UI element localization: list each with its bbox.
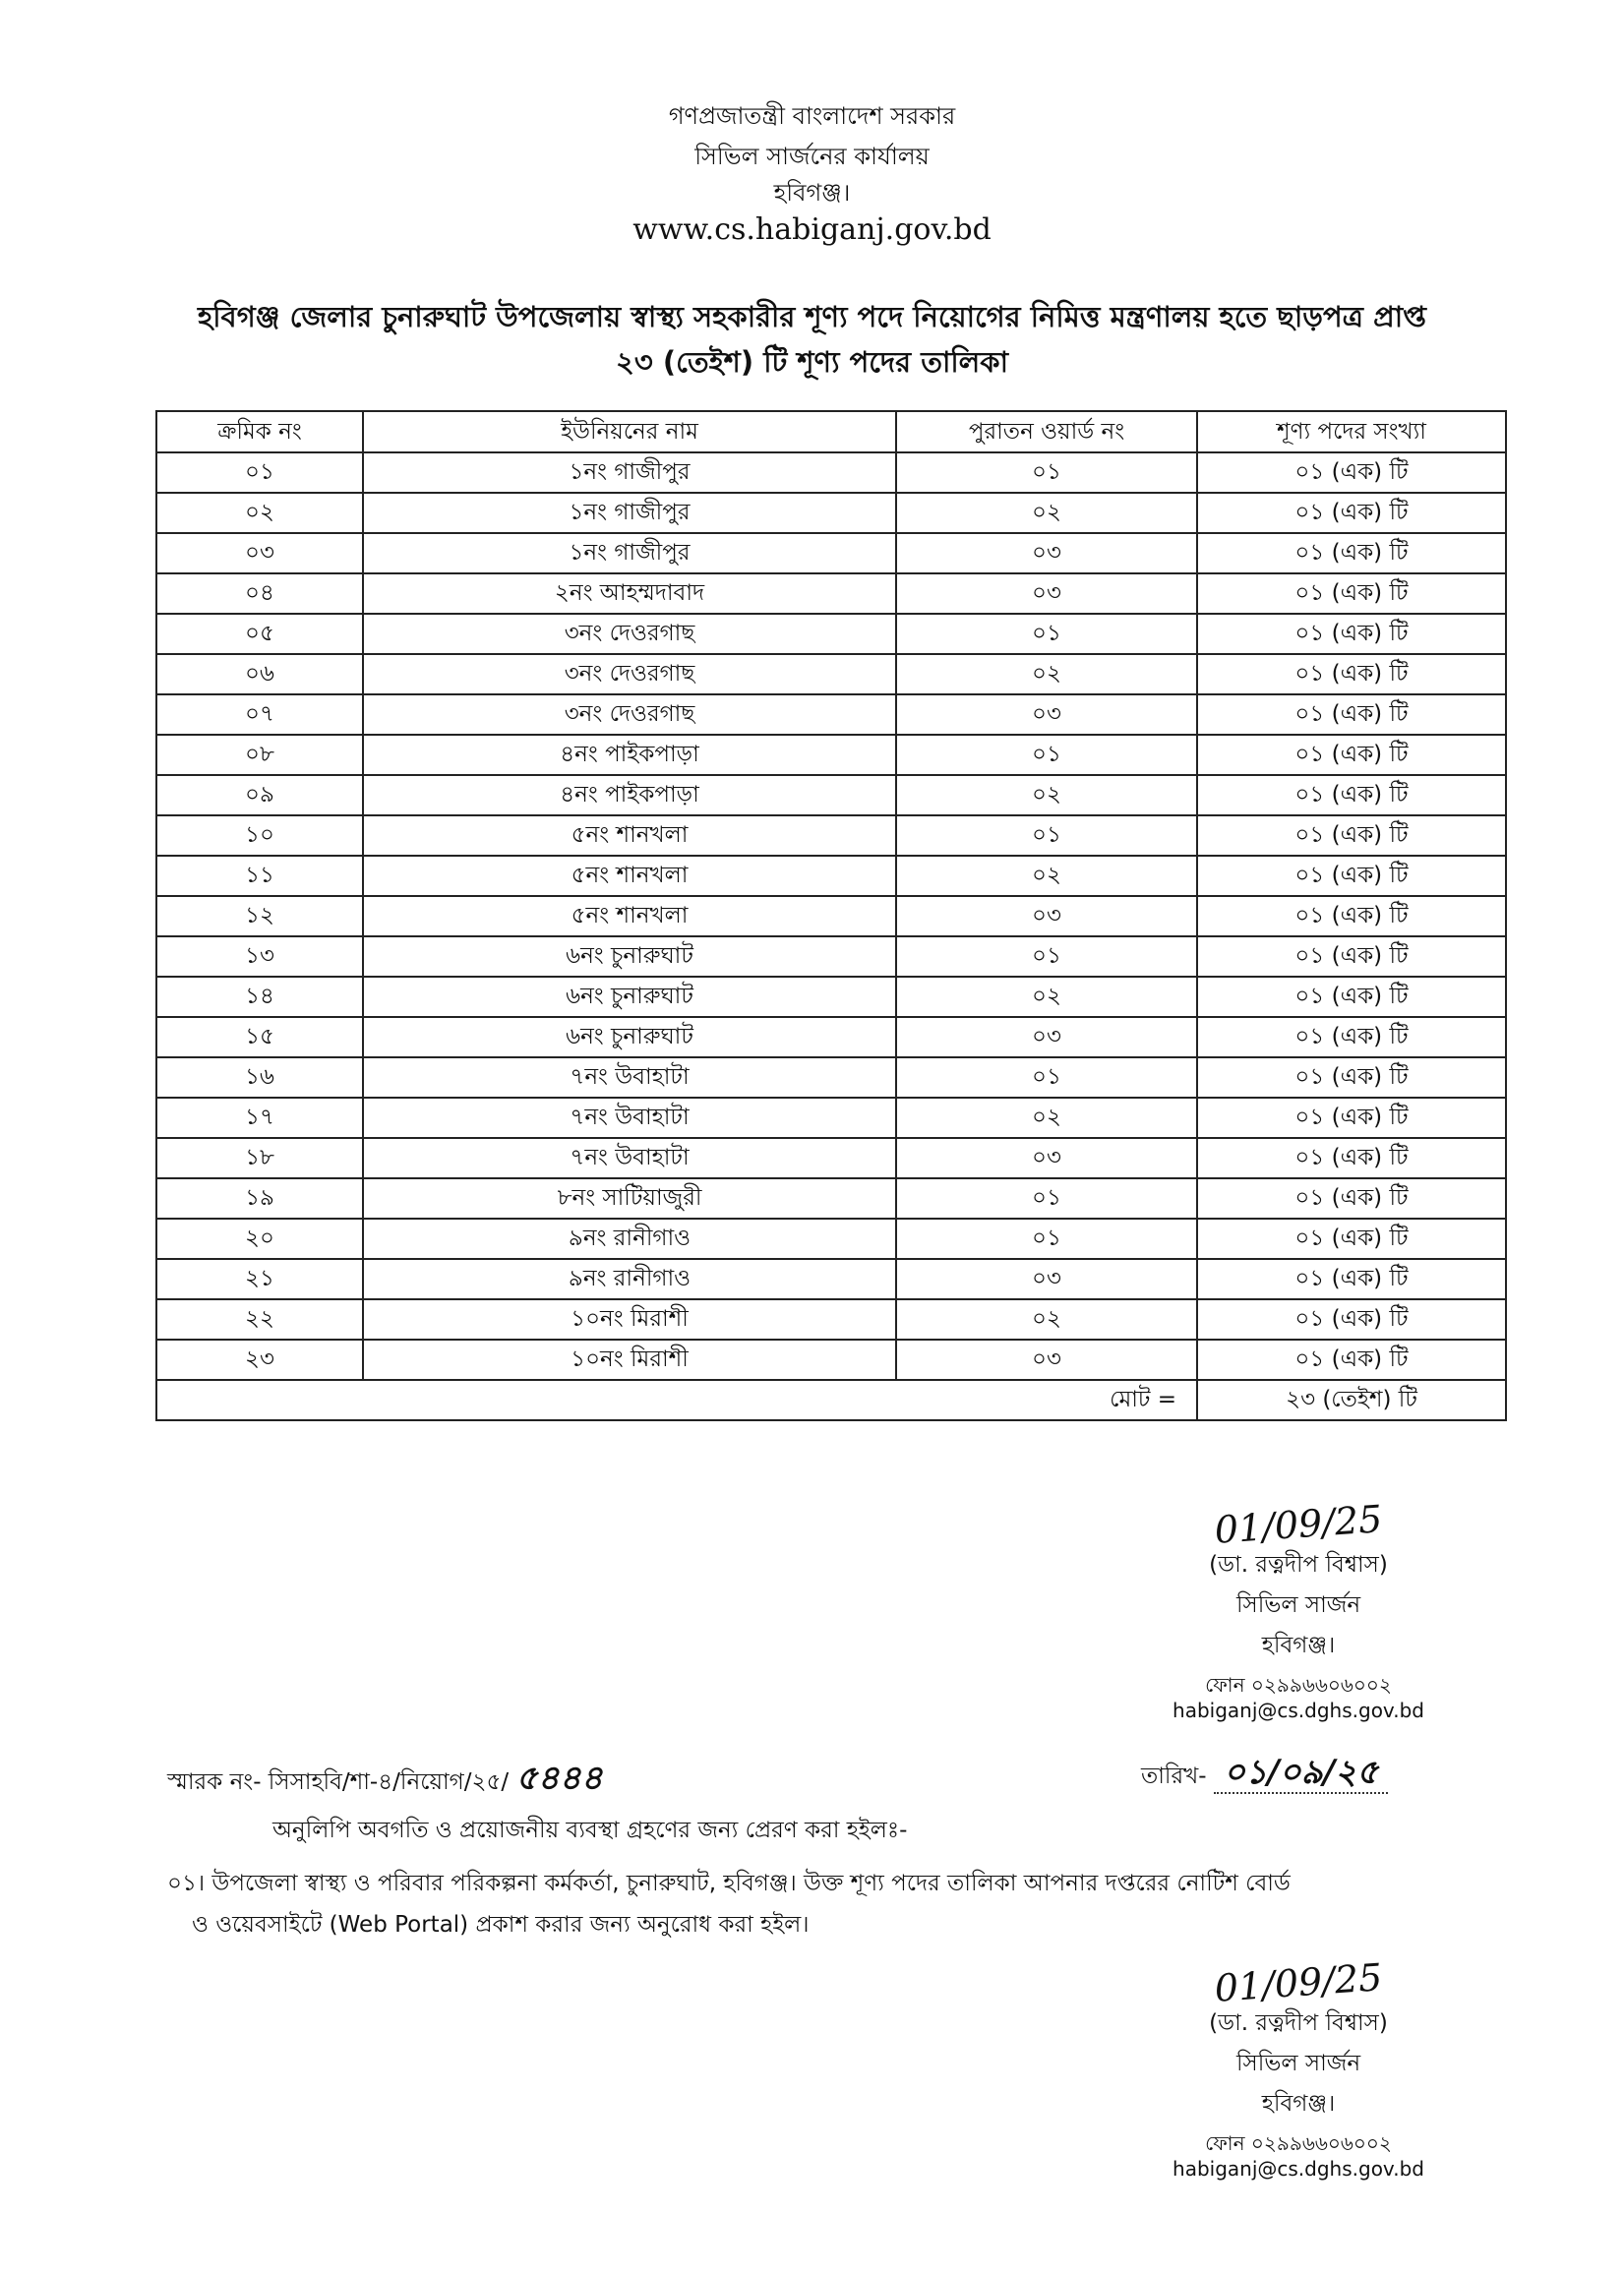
cell-union: ৪নং পাইকপাড়া: [363, 735, 896, 775]
table-row: [156, 856, 1506, 896]
cell-union: ৩নং দেওরগাছ: [363, 694, 896, 735]
signer-designation: সিভিল সার্জন: [1235, 1592, 1361, 1618]
cell-serial: ১০: [156, 815, 363, 856]
signature-block-1: [1121, 1497, 1475, 1723]
cell-serial: ২২: [156, 1299, 363, 1340]
cell-ward: ০৩: [896, 1138, 1197, 1178]
cell-vacancies: ০১ (এক) টি: [1197, 1299, 1506, 1340]
document-title-line2: ২৩ (তেইশ) টি শূণ্য পদের তালিকা: [616, 345, 1008, 379]
cell-serial: ১৭: [156, 1098, 363, 1138]
cell-vacancies: ০১ (এক) টি: [1197, 735, 1506, 775]
cell-serial: ১৯: [156, 1178, 363, 1219]
cell-vacancies: ০১ (এক) টি: [1197, 573, 1506, 614]
table-row: [156, 1259, 1506, 1299]
cell-union: ৫নং শানখলা: [363, 896, 896, 936]
cell-vacancies: ০১ (এক) টি: [1197, 815, 1506, 856]
signer-place: হবিগঞ্জ।: [1261, 2091, 1336, 2117]
cell-union: ৮নং সাটিয়াজুরী: [363, 1178, 896, 1219]
cell-ward: ০২: [896, 654, 1197, 694]
table-row: [156, 493, 1506, 533]
cell-serial: ১২: [156, 896, 363, 936]
cell-serial: ০৪: [156, 573, 363, 614]
signature-block-2: [1121, 1955, 1475, 2182]
cell-union: ৫নং শানখলা: [363, 815, 896, 856]
cell-vacancies: ০১ (এক) টি: [1197, 977, 1506, 1017]
total-value: ২৩ (তেইশ) টি: [1197, 1380, 1506, 1420]
signature-handwriting: 01/09/25: [1213, 1955, 1384, 2010]
cell-ward: ০১: [896, 1178, 1197, 1219]
memo-ref-label: স্মারক নং- সিসাহবি/শা-৪/নিয়োগ/২৫/: [167, 1769, 510, 1795]
cell-union: ১নং গাজীপুর: [363, 533, 896, 573]
cell-union: ৪নং পাইকপাড়া: [363, 775, 896, 815]
cell-vacancies: ০১ (এক) টি: [1197, 493, 1506, 533]
signer-phone: ফোন ০২৯৯৬৬০৬০০২: [1205, 2131, 1392, 2155]
cell-vacancies: ০১ (এক) টি: [1197, 1138, 1506, 1178]
table-row: [156, 1219, 1506, 1259]
cell-vacancies: ০১ (এক) টি: [1197, 1178, 1506, 1219]
cell-serial: ১৮: [156, 1138, 363, 1178]
cell-vacancies: ০১ (এক) টি: [1197, 1017, 1506, 1057]
cell-union: ২নং আহম্মদাবাদ: [363, 573, 896, 614]
cell-serial: ২৩: [156, 1340, 363, 1380]
cell-ward: ০১: [896, 452, 1197, 493]
table-row: [156, 1340, 1506, 1380]
table-row: [156, 533, 1506, 573]
table-row: [156, 936, 1506, 977]
cell-ward: ০২: [896, 493, 1197, 533]
cell-serial: ১৬: [156, 1057, 363, 1098]
copy-item-1-line2: ও ওয়েবসাইটে (Web Portal) প্রকাশ করার জন্য অনুরোধ করা হইল।: [192, 1912, 810, 1938]
vacancy-table: [155, 410, 1507, 1421]
total-label: মোট =: [156, 1380, 1197, 1420]
cell-ward: ০৩: [896, 694, 1197, 735]
table-row: [156, 735, 1506, 775]
cell-union: ৬নং চুনারুঘাট: [363, 977, 896, 1017]
date-label: তারিখ-: [1141, 1764, 1207, 1789]
cell-union: ৯নং রানীগাও: [363, 1219, 896, 1259]
table-header-row: [156, 411, 1506, 452]
table-row: [156, 614, 1506, 654]
cell-ward: ০২: [896, 775, 1197, 815]
signer-name: (ডা. রত্নদীপ বিশ্বাস): [1209, 2010, 1388, 2036]
col-ward: পুরাতন ওয়ার্ড নং: [896, 411, 1197, 452]
cell-vacancies: ০১ (এক) টি: [1197, 1057, 1506, 1098]
cell-vacancies: ০১ (এক) টি: [1197, 452, 1506, 493]
cell-vacancies: ০১ (এক) টি: [1197, 533, 1506, 573]
cell-ward: ০২: [896, 1098, 1197, 1138]
cell-union: ৩নং দেওরগাছ: [363, 654, 896, 694]
cell-serial: ০৫: [156, 614, 363, 654]
cell-serial: ১৪: [156, 977, 363, 1017]
table-row: [156, 1138, 1506, 1178]
cell-vacancies: ০১ (এক) টি: [1197, 1219, 1506, 1259]
memo-ref-number: ৫৪৪৪: [515, 1759, 603, 1798]
cell-union: ৭নং উবাহাটা: [363, 1057, 896, 1098]
cell-vacancies: ০১ (এক) টি: [1197, 1259, 1506, 1299]
cell-serial: ১৫: [156, 1017, 363, 1057]
signer-email: habiganj@cs.dghs.gov.bd: [1173, 1699, 1424, 1722]
memo-reference: [167, 1753, 603, 1809]
cell-vacancies: ০১ (এক) টি: [1197, 694, 1506, 735]
cell-ward: ০১: [896, 1057, 1197, 1098]
total-row: [156, 1380, 1506, 1420]
cell-vacancies: ০১ (এক) টি: [1197, 1098, 1506, 1138]
cell-ward: ০৩: [896, 533, 1197, 573]
cell-ward: ০২: [896, 1299, 1197, 1340]
copy-intro: অনুলিপি অবগতি ও প্রয়োজনীয় ব্যবস্থা গ্রহণের জন্য প্রেরণ করা হইলঃ-: [272, 1818, 908, 1843]
cell-ward: ০১: [896, 936, 1197, 977]
signer-name: (ডা. রত্নদীপ বিশ্বাস): [1209, 1552, 1388, 1578]
document-title-line1: হবিগঞ্জ জেলার চুনারুঘাট উপজেলায় স্বাস্থ্য সহকারীর শূণ্য পদে নিয়োগের নিমিত্ত মন্ত্রণালয় হতে ছাড়পত্র প্রাপ্ত: [198, 300, 1426, 333]
cell-union: ১নং গাজীপুর: [363, 493, 896, 533]
cell-vacancies: ০১ (এক) টি: [1197, 936, 1506, 977]
cell-ward: ০১: [896, 815, 1197, 856]
table-row: [156, 815, 1506, 856]
cell-ward: ০৩: [896, 896, 1197, 936]
table-row: [156, 1098, 1506, 1138]
table-row: [156, 1057, 1506, 1098]
cell-ward: ০২: [896, 977, 1197, 1017]
signer-designation: সিভিল সার্জন: [1235, 2051, 1361, 2076]
cell-union: ১নং গাজীপুর: [363, 452, 896, 493]
cell-serial: ০২: [156, 493, 363, 533]
date-value: ০১/০৯/২৫: [1214, 1753, 1388, 1794]
cell-union: ১০নং মিরাশী: [363, 1340, 896, 1380]
cell-vacancies: ০১ (এক) টি: [1197, 775, 1506, 815]
signer-email: habiganj@cs.dghs.gov.bd: [1173, 2157, 1424, 2181]
table-row: [156, 694, 1506, 735]
cell-serial: ০৬: [156, 654, 363, 694]
cell-ward: ০৩: [896, 1017, 1197, 1057]
cell-vacancies: ০১ (এক) টি: [1197, 1340, 1506, 1380]
office-location: হবিগঞ্জ।: [773, 179, 851, 207]
table-row: [156, 977, 1506, 1017]
cell-serial: ০১: [156, 452, 363, 493]
office-name: সিভিল সার্জনের কার্যালয়: [694, 143, 930, 170]
signer-phone: ফোন ০২৯৯৬৬০৬০০২: [1205, 1673, 1392, 1697]
cell-vacancies: ০১ (এক) টি: [1197, 856, 1506, 896]
table-row: [156, 1299, 1506, 1340]
cell-serial: ০৩: [156, 533, 363, 573]
table-row: [156, 896, 1506, 936]
table-row: [156, 1017, 1506, 1057]
cell-serial: ০৭: [156, 694, 363, 735]
cell-union: ৬নং চুনারুঘাট: [363, 936, 896, 977]
signer-place: হবিগঞ্জ।: [1261, 1633, 1336, 1658]
cell-serial: ১১: [156, 856, 363, 896]
copy-item-1-line1: ০১। উপজেলা স্বাস্থ্য ও পরিবার পরিকল্পনা কর্মকর্তা, চুনারুঘাট, হবিগঞ্জ। উক্ত শূণ্য পদের তালিকা আপনার দপ্তরের নোটিশ বোর্ড: [167, 1871, 1291, 1896]
cell-serial: ২১: [156, 1259, 363, 1299]
cell-serial: ২০: [156, 1219, 363, 1259]
website: www.cs.habiganj.gov.bd: [632, 212, 992, 247]
cell-ward: ০৩: [896, 1259, 1197, 1299]
cell-union: ৭নং উবাহাটা: [363, 1138, 896, 1178]
table-row: [156, 1178, 1506, 1219]
col-vacancies: শূণ্য পদের সংখ্যা: [1197, 411, 1506, 452]
table-row: [156, 573, 1506, 614]
cell-ward: ০২: [896, 856, 1197, 896]
cell-serial: ১৩: [156, 936, 363, 977]
cell-vacancies: ০১ (এক) টি: [1197, 896, 1506, 936]
cell-union: ১০নং মিরাশী: [363, 1299, 896, 1340]
govt-name: গণপ্রজাতন্ত্রী বাংলাদেশ সরকার: [668, 102, 956, 130]
cell-union: ৭নং উবাহাটা: [363, 1098, 896, 1138]
cell-ward: ০১: [896, 735, 1197, 775]
cell-union: ৯নং রানীগাও: [363, 1259, 896, 1299]
table-row: [156, 452, 1506, 493]
cell-ward: ০১: [896, 614, 1197, 654]
col-union: ইউনিয়নের নাম: [363, 411, 896, 452]
cell-serial: ০৯: [156, 775, 363, 815]
cell-vacancies: ০১ (এক) টি: [1197, 614, 1506, 654]
cell-ward: ০৩: [896, 573, 1197, 614]
signature-handwriting: 01/09/25: [1213, 1497, 1384, 1552]
cell-union: ৫নং শানখলা: [363, 856, 896, 896]
memo-date: [1141, 1747, 1388, 1803]
col-serial: ক্রমিক নং: [156, 411, 363, 452]
cell-union: ৬নং চুনারুঘাট: [363, 1017, 896, 1057]
cell-ward: ০১: [896, 1219, 1197, 1259]
cell-ward: ০৩: [896, 1340, 1197, 1380]
cell-union: ৩নং দেওরগাছ: [363, 614, 896, 654]
table-row: [156, 775, 1506, 815]
table-row: [156, 654, 1506, 694]
cell-vacancies: ০১ (এক) টি: [1197, 654, 1506, 694]
cell-serial: ০৮: [156, 735, 363, 775]
